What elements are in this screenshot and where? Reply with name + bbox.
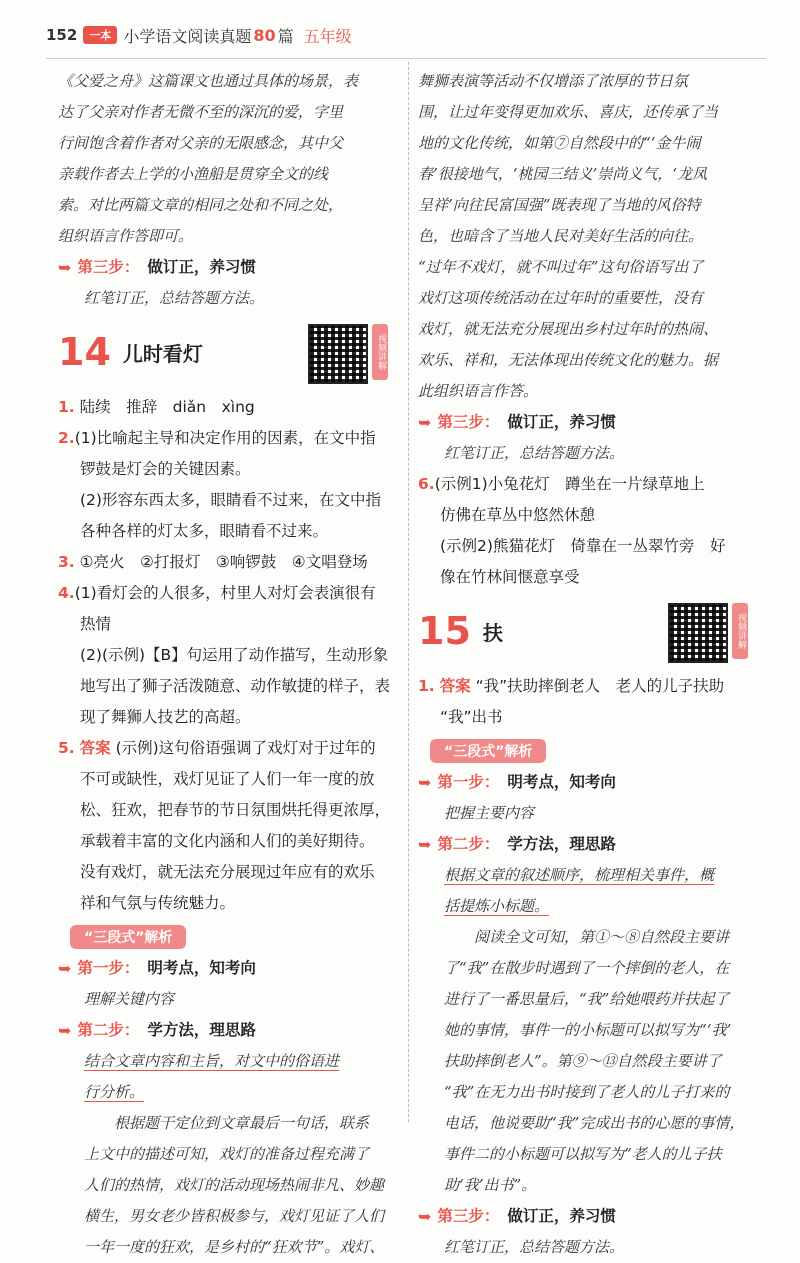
lesson-14-heading	[58, 322, 390, 382]
intro-line: 索。对比两篇文章的相同之处和不同之处，	[58, 196, 344, 214]
question-1: 1. 答案 “我”扶助摔倒老人 老人的儿子扶助	[418, 677, 725, 695]
analysis-line: 呈祥’向往民富国强”既表现了当地的风俗特	[418, 196, 701, 214]
analysis-line: 电话，他说要助“我”完成出书的心愿的事情，	[444, 1114, 745, 1132]
step-one: ➥ 第一步： 明考点，知考向	[58, 953, 390, 984]
lesson-title: 儿时看灯	[122, 341, 203, 366]
step-three: ➥ 第三步： 做订正，养习惯	[58, 252, 390, 283]
page-header	[46, 20, 352, 50]
intro-line: 行间饱含着作者对父亲的无限感念，其中父	[58, 134, 344, 152]
arrow-icon: ➥	[58, 959, 72, 978]
right-column	[418, 66, 750, 1263]
analysis-badge: “三段式”解析	[430, 739, 546, 763]
qr-code-icon[interactable]	[308, 324, 368, 384]
step-note: 理解关键内容	[84, 990, 175, 1008]
header-divider	[46, 58, 766, 59]
answer-line: 松、狂欢，把春节的节日氛围烘托得更浓厚，	[80, 801, 391, 819]
intro-line: 组织语言作答即可。	[58, 227, 194, 245]
answer-line: 现了舞狮人技艺的高超。	[80, 708, 251, 726]
arrow-icon: ➥	[418, 1207, 432, 1226]
video-tag: 视频讲解	[732, 603, 748, 659]
analysis-line: 人们的热情，戏灯的活动现场热闹非凡、妙趣	[84, 1176, 385, 1194]
answer-line: “我”出书	[440, 708, 503, 726]
step-note: 把握主要内容	[444, 804, 535, 822]
series-logo: 一本	[83, 26, 117, 44]
arrow-icon: ➥	[418, 413, 432, 432]
analysis-line: 她的事情，事件一的小标题可以拟写为“‘我’	[444, 1021, 732, 1039]
question-4: 4.(1)看灯会的人很多，村里人对灯会表演很有	[58, 584, 376, 602]
lesson-15-heading	[418, 601, 750, 661]
step-note: 红笔订正，总结答题方法。	[84, 289, 265, 307]
answer-line: 仿佛在草丛中悠然休憩	[440, 506, 596, 524]
method-line: 行分析。	[84, 1083, 145, 1101]
arrow-icon: ➥	[58, 258, 72, 277]
answer-line: (2)(示例)【B】句运用了动作描写，生动形象	[80, 646, 389, 664]
answer-line: (2)形容东西太多，眼睛看不过来，在文中指	[80, 491, 381, 509]
analysis-line: 进行了一番思量后，“我”给她喂药并扶起了	[444, 990, 730, 1008]
question-6: 6.(示例1)小兔花灯 蹲坐在一片绿草地上	[418, 475, 705, 493]
question-2: 2.(1)比喻起主导和决定作用的因素，在文中指	[58, 429, 376, 447]
answer-line: (示例2)熊猫花灯 倚靠在一丛翠竹旁 好	[440, 537, 726, 555]
step-one: ➥ 第一步： 明考点，知考向	[418, 767, 750, 798]
analysis-line: “我”在无力出书时接到了老人的儿子打来的	[444, 1083, 730, 1101]
qr-code-icon[interactable]	[668, 603, 728, 663]
video-tag: 视频讲解	[372, 324, 388, 380]
analysis-line: 春’很接地气，‘桃园三结义’崇尚义气，‘龙凤	[418, 165, 708, 183]
analysis-line: 此组织语言作答。	[418, 382, 539, 400]
analysis-line: 事件二的小标题可以拟写为“老人的儿子扶	[444, 1145, 722, 1163]
answer-line: 不可或缺性，戏灯见证了人们一年一度的放	[80, 770, 375, 788]
page-number: 152	[46, 26, 78, 44]
analysis-line: 了“我”在散步时遇到了一个摔倒的老人，在	[444, 959, 730, 977]
analysis-line: 根据题干定位到文章最后一句话，联系	[114, 1114, 370, 1132]
book-title: 小学语文阅读真题	[123, 26, 252, 46]
answer-line: 锣鼓是灯会的关键因素。	[80, 460, 251, 478]
article-count-suffix: 篇	[277, 26, 294, 46]
answer-line: 地写出了狮子活泼随意、动作敏捷的样子，表	[80, 677, 391, 695]
lesson-number: 14	[58, 330, 111, 374]
left-column	[58, 66, 390, 1263]
analysis-line: 扶助摔倒老人”。第⑨～⑬自然段主要讲了	[444, 1052, 722, 1070]
answer-line: 热情	[80, 615, 112, 633]
analysis-line: 欢乐、祥和，无法体现出传统文化的魅力。据	[418, 351, 719, 369]
analysis-badge: “三段式”解析	[70, 925, 186, 949]
question-3: 3. ①亮火 ②打报灯 ③响锣鼓 ④文唱登场	[58, 553, 368, 571]
analysis-line: 地的文化传统，如第⑦自然段中的“‘金牛闹	[418, 134, 701, 152]
analysis-line: 横生，男女老少皆积极参与，戏灯见证了人们	[84, 1207, 385, 1225]
answer-line: 各种各样的灯太多，眼睛看不过来。	[80, 522, 329, 540]
step-two: ➥ 第二步： 学方法，理思路	[58, 1015, 390, 1046]
analysis-line: 戏灯，就无法充分展现出乡村过年时的热闹、	[418, 320, 719, 338]
analysis-line: 上文中的描述可知，戏灯的准备过程充满了	[84, 1145, 370, 1163]
method-line: 括提炼小标题。	[444, 897, 550, 915]
answer-line: 没有戏灯，就无法充分展现过年应有的欢乐	[80, 863, 375, 881]
step-two: ➥ 第二步： 学方法，理思路	[418, 829, 750, 860]
step-three: ➥ 第三步： 做订正，养习惯	[418, 1201, 750, 1232]
answer-line: 承载着丰富的文化内涵和人们的美好期待。	[80, 832, 375, 850]
answer-line: 像在竹林间惬意享受	[440, 568, 580, 586]
answer-line: 祥和气氛与传统魅力。	[80, 894, 236, 912]
analysis-line: “过年不戏灯，就不叫过年”这句俗语写出了	[418, 258, 704, 276]
analysis-line: 围，让过年变得更加欢乐、喜庆，还传承了当	[418, 103, 719, 121]
analysis-line: 助‘我’出书”。	[444, 1176, 537, 1194]
analysis-line: 舞狮表演等活动不仅增添了浓厚的节日氛	[418, 72, 689, 90]
lesson-number: 15	[418, 609, 471, 653]
analysis-line: 戏灯这项传统活动在过年时的重要性，没有	[418, 289, 704, 307]
question-5: 5. 答案 (示例)这句俗语强调了戏灯对于过年的	[58, 739, 376, 757]
analysis-line: 阅读全文可知，第①～⑧自然段主要讲	[474, 928, 730, 946]
step-note: 红笔订正，总结答题方法。	[444, 444, 625, 462]
arrow-icon: ➥	[418, 835, 432, 854]
grade-label: 五年级	[303, 26, 352, 46]
intro-line: 达了父亲对作者无微不至的深沉的爱，字里	[58, 103, 344, 121]
method-line: 根据文章的叙述顺序，梳理相关事件，概	[444, 866, 715, 884]
analysis-line: 一年一度的狂欢，是乡村的“狂欢节”。戏灯、	[84, 1238, 385, 1256]
arrow-icon: ➥	[58, 1021, 72, 1040]
intro-line: 《父爱之舟》这篇课文也通过具体的场景，表	[58, 72, 359, 90]
article-count: 80	[253, 25, 276, 45]
intro-line: 亲载作者去上学的小渔船是贯穿全文的线	[58, 165, 329, 183]
lesson-title: 扶	[482, 620, 503, 645]
arrow-icon: ➥	[418, 773, 432, 792]
analysis-line: 色，也暗含了当地人民对美好生活的向往。	[418, 227, 704, 245]
step-three: ➥ 第三步： 做订正，养习惯	[418, 407, 750, 438]
step-note: 红笔订正，总结答题方法。	[444, 1238, 625, 1256]
column-divider	[408, 62, 409, 1122]
question-1: 1. 陆续 推辞 diǎn xìng	[58, 398, 255, 416]
method-line: 结合文章内容和主旨，对文中的俗语进	[84, 1052, 340, 1070]
